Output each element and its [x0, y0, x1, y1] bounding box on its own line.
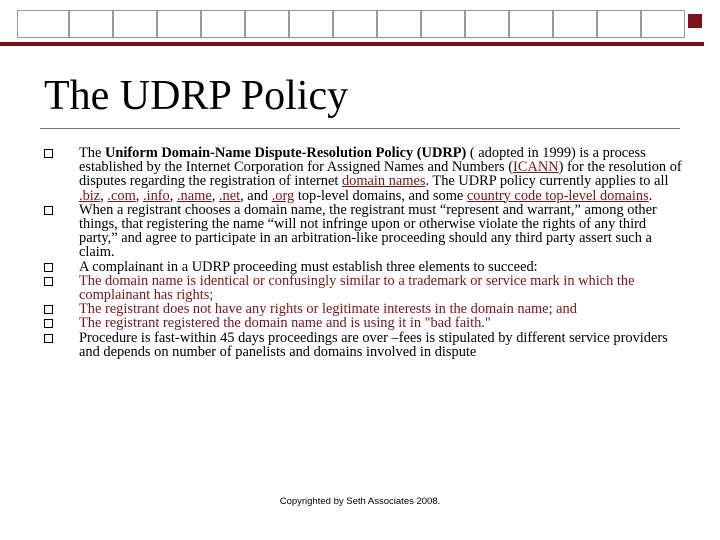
bullet-text: A complainant in a UDRP proceeding must establish three elements to succeed: — [79, 258, 538, 275]
bullet-text: The registrant does not have any rights or legitimate interests in the domain name; and — [79, 301, 577, 318]
bullet-item — [44, 316, 684, 330]
top-bar-cell — [553, 10, 597, 38]
text-run: ( adopted in 1999) is a process established by the Internet Corporation for Assigned Names and Numbers ( — [79, 145, 646, 176]
top-bar-cell — [465, 10, 509, 38]
bullet-text: When a registrant chooses a domain name, the registrant must “represent and warrant,” among other things, that registering the name “will not infringe upon or otherwise violate the rights of any third party,” and agree to participate in an arbitration-like proceeding should any third party assert such a claim. — [79, 201, 657, 261]
bullet-text: The registrant registered the domain name and is using it in "bad faith." — [79, 315, 491, 332]
copyright-footer: Copyrighted by Seth Associates 2008. — [279, 496, 441, 507]
bullet-list — [44, 146, 684, 359]
hollow-square-bullet-icon — [44, 334, 53, 343]
bullet-item — [44, 146, 684, 203]
com-link[interactable]: .com — [107, 187, 136, 204]
text-run: The — [79, 145, 105, 161]
net-link[interactable]: .net — [218, 187, 241, 204]
text-run: ) for the resolution of disputes regarding the registration of internet — [79, 159, 682, 190]
top-accent-line — [0, 42, 704, 46]
top-bar-cell — [69, 10, 113, 38]
org-link[interactable]: .org — [271, 187, 295, 204]
text-run: top-level domains, and some — [294, 187, 467, 204]
hollow-square-bullet-icon — [44, 305, 53, 314]
top-bar-cell — [641, 10, 685, 38]
bullet-item — [44, 302, 684, 316]
top-bar-cell — [157, 10, 201, 38]
hollow-square-bullet-icon — [44, 149, 53, 158]
bullet-text — [79, 145, 682, 204]
hollow-square-bullet-icon — [44, 277, 53, 286]
text-run: . The UDRP policy currently applies to all — [425, 173, 669, 190]
hollow-square-bullet-icon — [44, 263, 53, 272]
corner-accent-square — [688, 14, 702, 28]
bullet-item — [44, 274, 684, 302]
text-run: , — [169, 187, 177, 204]
decorative-top-bar — [0, 10, 720, 38]
text-run: , — [135, 187, 143, 204]
title-divider — [40, 128, 680, 129]
bullet-text: Procedure is fast-within 45 days proceedings are over –fees is stipulated by different service providers and depends on number of panelists and domains involved in dispute — [79, 329, 668, 360]
top-bar-cell — [421, 10, 465, 38]
udrp-full-name: Uniform Domain-Name Dispute-Resolution Policy (UDRP) — [104, 145, 467, 161]
text-run: , — [100, 187, 108, 204]
biz-link[interactable]: .biz — [79, 187, 101, 204]
bullet-item — [44, 203, 684, 260]
text-run: , and — [240, 187, 272, 204]
text-run: , — [211, 187, 219, 204]
domain-names-link[interactable]: domain names — [341, 173, 426, 190]
top-bar-cell — [597, 10, 641, 38]
top-bar-cell — [509, 10, 553, 38]
info-link[interactable]: .info — [142, 187, 170, 204]
bullet-text: The domain name is identical or confusingly similar to a trademark or service mark in which the complainant has rights; — [79, 272, 635, 304]
top-bar-cell — [289, 10, 333, 38]
top-bar-cell — [245, 10, 289, 38]
slide-title: The UDRP Policy — [44, 73, 349, 119]
top-bar-cell — [17, 10, 69, 38]
top-bar-cell — [333, 10, 377, 38]
text-run: . — [648, 187, 653, 204]
top-bar-cell — [113, 10, 157, 38]
top-bar-cell — [377, 10, 421, 38]
top-bar-cell — [201, 10, 245, 38]
hollow-square-bullet-icon — [44, 206, 53, 215]
hollow-square-bullet-icon — [44, 319, 53, 328]
country-code-tld-link[interactable]: country code top-level domains — [466, 187, 649, 204]
name-link[interactable]: .name — [176, 187, 212, 204]
icann-link[interactable]: ICANN — [513, 159, 559, 176]
bullet-item — [44, 260, 684, 274]
bullet-item — [44, 331, 684, 359]
